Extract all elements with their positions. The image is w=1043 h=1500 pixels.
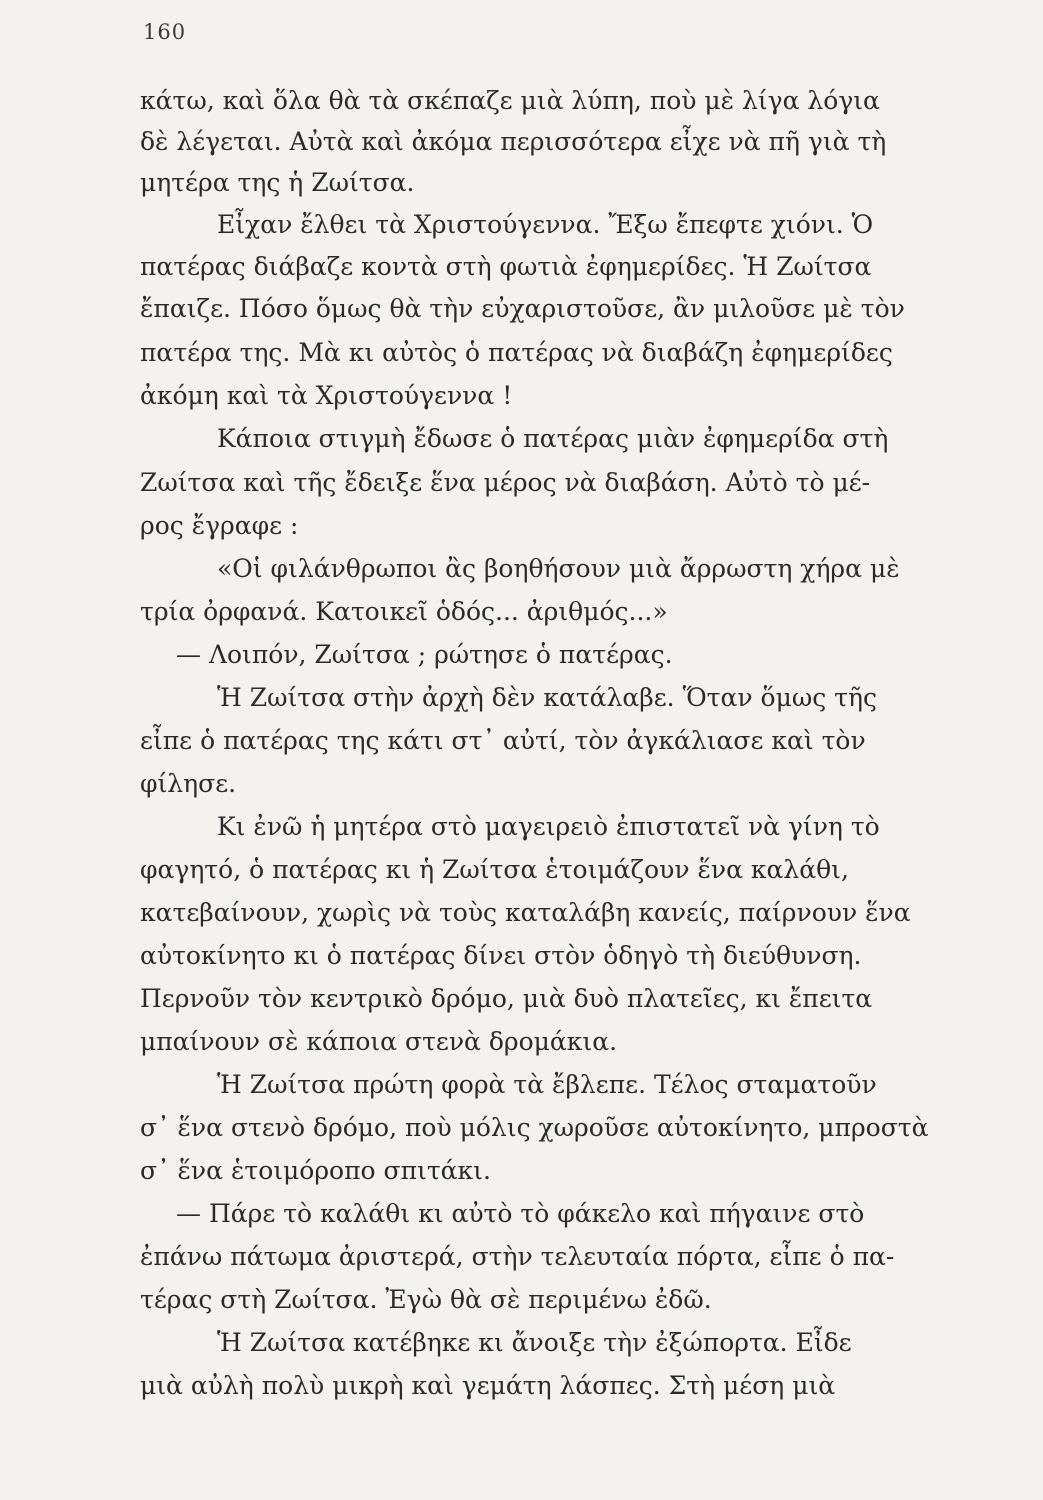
text-line: σ᾿ ἕνα ἑτοιμόροπο σπιτάκι.	[140, 1156, 491, 1185]
text-line: μπαίνουν σὲ κάποια στενὰ δρομάκια.	[140, 1027, 618, 1056]
text-line: σ᾿ ἕνα στενὸ δρόμο, ποὺ μόλις χωροῦσε αὐτοκίνητο, μπροστὰ	[140, 1113, 929, 1142]
text-line: μιὰ αὐλὴ πολὺ μικρὴ καὶ γεμάτη λάσπες. Στὴ μέση μιὰ	[140, 1371, 836, 1400]
paragraph-start-line: Κι ἐνῶ ἡ μητέρα στὸ μαγειρειὸ ἐπιστατεῖ νὰ γίνη τὸ	[217, 812, 880, 841]
paragraph-start-line: Κάποια στιγμὴ ἔδωσε ὁ πατέρας μιὰν ἐφημερίδα στὴ	[217, 424, 889, 453]
paragraph-start-line: Ἡ Ζωίτσα πρώτη φορὰ τὰ ἔβλεπε. Τέλος σταματοῦν	[217, 1070, 877, 1099]
text-line: τρία ὀρφανά. Κατοικεῖ ὁδός... ἀριθμός...»	[140, 597, 668, 626]
text-line: Περνοῦν τὸν κεντρικὸ δρόμο, μιὰ δυὸ πλατεῖες, κι ἔπειτα	[140, 984, 873, 1013]
text-line: Ζωίτσα καὶ τῆς ἔδειξε ἕνα μέρος νὰ διαβάση. Αὐτὸ τὸ μέ-	[140, 468, 871, 497]
text-line: δὲ λέγεται. Αὐτὰ καὶ ἀκόμα περισσότερα εἶχε νὰ πῆ γιὰ τὴ	[140, 127, 887, 156]
text-line: πατέρα της. Μὰ κι αὐτὸς ὁ πατέρας νὰ διαβάζη ἐφημερίδες	[140, 338, 893, 367]
text-line: φαγητό, ὁ πατέρας κι ἡ Ζωίτσα ἑτοιμάζουν ἕνα καλάθι,	[140, 855, 849, 884]
page-number: 160	[143, 20, 187, 44]
dialogue-line: — Λοιπόν, Ζωίτσα ; ρώτησε ὁ πατέρας.	[176, 640, 673, 669]
quotation-line: «Οἱ φιλάνθρωποι ἂς βοηθήσουν μιὰ ἄρρωστη χήρα μὲ	[217, 554, 900, 583]
text-line: ρος ἔγραφε :	[140, 511, 299, 540]
text-line: κατεβαίνουν, χωρὶς νὰ τοὺς καταλάβη κανείς, παίρνουν ἕνα	[140, 898, 911, 927]
text-line: ἐπάνω πάτωμα ἀριστερά, στὴν τελευταία πόρτα, εἶπε ὁ πα-	[140, 1242, 895, 1271]
paragraph-start-line: Ἡ Ζωίτσα στὴν ἀρχὴ δὲν κατάλαβε. Ὅταν ὅμως τῆς	[217, 683, 877, 712]
paragraph-start-line: Εἶχαν ἔλθει τὰ Χριστούγεννα. Ἔξω ἔπεφτε χιόνι. Ὁ	[217, 210, 874, 239]
paragraph-start-line: Ἡ Ζωίτσα κατέβηκε κι ἄνοιξε τὴν ἐξώπορτα. Εἶδε	[217, 1328, 852, 1357]
text-line: ἀκόμη καὶ τὰ Χριστούγεννα !	[140, 381, 513, 410]
text-line: κάτω, καὶ ὅλα θὰ τὰ σκέπαζε μιὰ λύπη, ποὺ μὲ λίγα λόγια	[140, 86, 880, 115]
text-line: ἔπαιζε. Πόσο ὅμως θὰ τὴν εὐχαριστοῦσε, ἂν μιλοῦσε μὲ τὸν	[140, 294, 905, 323]
text-line: αὐτοκίνητο κι ὁ πατέρας δίνει στὸν ὁδηγὸ τὴ διεύθυνση.	[140, 941, 862, 970]
text-line: μητέρα της ἡ Ζωίτσα.	[140, 168, 415, 197]
dialogue-line: — Πάρε τὸ καλάθι κι αὐτὸ τὸ φάκελο καὶ πήγαινε στὸ	[176, 1199, 865, 1228]
text-line: φίλησε.	[140, 769, 237, 798]
text-line: πατέρας διάβαζε κοντὰ στὴ φωτιὰ ἐφημερίδες. Ἡ Ζωίτσα	[140, 252, 872, 281]
text-line: εἶπε ὁ πατέρας της κάτι στ᾿ αὐτί, τὸν ἀγκάλιασε καὶ τὸν	[140, 726, 866, 755]
text-line: τέρας στὴ Ζωίτσα. Ἐγὼ θὰ σὲ περιμένω ἐδῶ.	[140, 1285, 712, 1314]
